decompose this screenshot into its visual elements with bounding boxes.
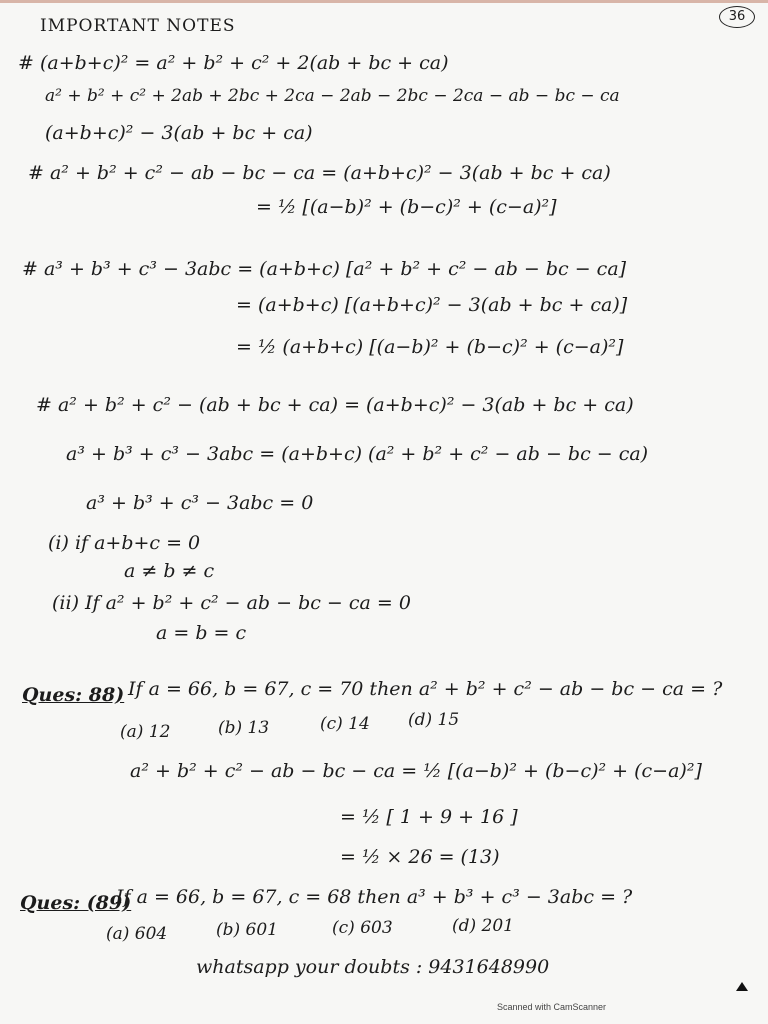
option: (a) 12 <box>120 722 171 742</box>
formula-line: # a³ + b³ + c³ − 3abc = (a+b+c) [a² + b² + c² − ab − bc − ca] <box>22 258 627 280</box>
question-label: Ques: (89) <box>20 892 132 914</box>
formula-line: # a² + b² + c² − ab − bc − ca = (a+b+c)² − 3(ab + bc + ca) <box>28 162 611 184</box>
formula-line: = ½ (a+b+c) [(a−b)² + (b−c)² + (c−a)²] <box>236 336 624 358</box>
formula-line: # (a+b+c)² = a² + b² + c² + 2(ab + bc + ca) <box>18 52 449 74</box>
option: (b) 13 <box>218 718 270 738</box>
condition-line: (i) if a+b+c = 0 <box>48 532 201 554</box>
formula-line: (a+b+c)² − 3(ab + bc + ca) <box>45 122 313 144</box>
formula-line: = ½ [(a−b)² + (b−c)² + (c−a)²] <box>256 196 557 218</box>
condition-line: (ii) If a² + b² + c² − ab − bc − ca = 0 <box>52 592 411 614</box>
question-text: If a = 66, b = 67, c = 70 then a² + b² + c² − ab − bc − ca = ? <box>128 678 723 700</box>
solution-step: = ½ [ 1 + 9 + 16 ] <box>340 806 518 828</box>
option: (c) 14 <box>320 714 370 734</box>
scanner-footer: Scanned with CamScanner <box>497 1002 607 1012</box>
page-number: 36 <box>719 6 755 28</box>
option: (c) 603 <box>332 918 393 938</box>
formula-line: a³ + b³ + c³ − 3abc = 0 <box>86 492 314 514</box>
option: (d) 201 <box>452 916 514 936</box>
page-heading: IMPORTANT NOTES <box>40 16 236 36</box>
formula-line: # a² + b² + c² − (ab + bc + ca) = (a+b+c)² − 3(ab + bc + ca) <box>36 394 634 416</box>
condition-line: a = b = c <box>156 622 247 644</box>
question-label: Ques: 88) <box>22 684 125 706</box>
caret-up-icon[interactable] <box>735 980 749 992</box>
formula-line: a² + b² + c² + 2ab + 2bc + 2ca − 2ab − 2bc − 2ca − ab − bc − ca <box>45 86 620 106</box>
solution-step: a² + b² + c² − ab − bc − ca = ½ [(a−b)² + (b−c)² + (c−a)²] <box>130 760 702 782</box>
question-text: If a = 66, b = 67, c = 68 then a³ + b³ + c³ − 3abc = ? <box>116 886 633 908</box>
option: (d) 15 <box>408 710 460 730</box>
option: (a) 604 <box>106 924 168 944</box>
page-edge <box>0 0 768 3</box>
condition-line: a ≠ b ≠ c <box>124 560 215 582</box>
whatsapp-contact: whatsapp your doubts : 9431648990 <box>196 956 550 978</box>
option: (b) 601 <box>216 920 278 940</box>
solution-step: = ½ × 26 = (13) <box>340 846 500 868</box>
formula-line: = (a+b+c) [(a+b+c)² − 3(ab + bc + ca)] <box>236 294 628 316</box>
formula-line: a³ + b³ + c³ − 3abc = (a+b+c) (a² + b² + c² − ab − bc − ca) <box>66 443 649 465</box>
